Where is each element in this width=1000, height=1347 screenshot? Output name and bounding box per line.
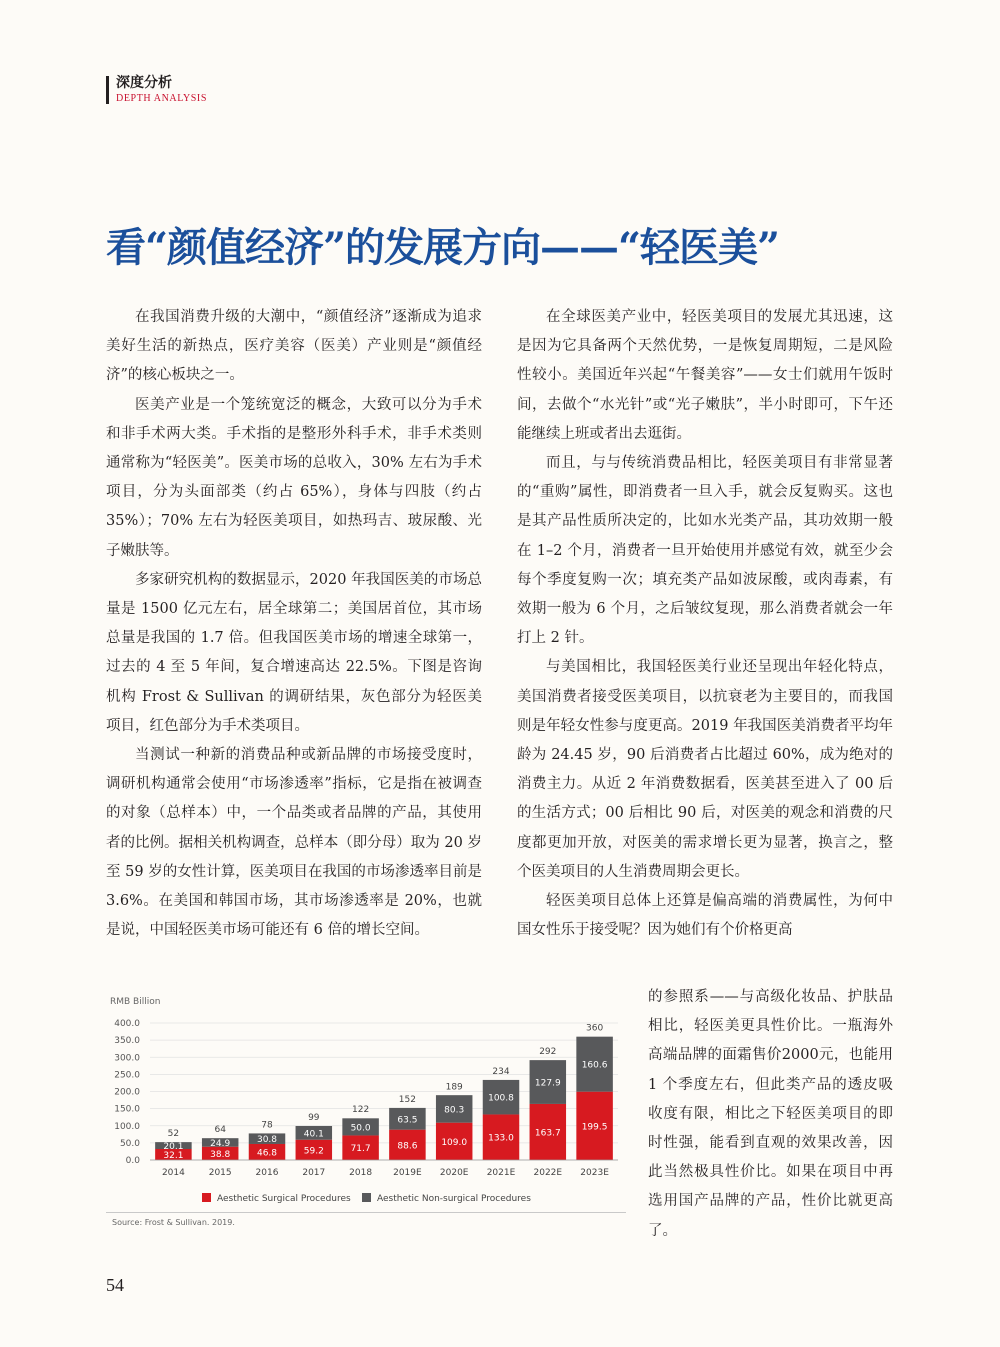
data-label: 133.0 [488, 1133, 514, 1144]
x-tick-label: 2019E [393, 1168, 422, 1178]
y-tick-label: 300.0 [114, 1053, 140, 1064]
y-tick-label: 250.0 [114, 1070, 140, 1081]
y-tick-label: 150.0 [114, 1104, 140, 1115]
data-label: 40.1 [303, 1129, 324, 1140]
data-label: 88.6 [397, 1141, 418, 1152]
chart-source: Source: Frost & Sullivan. 2019. [112, 1218, 235, 1227]
article-title: 看“颜值经济”的发展方向——“轻医美” [106, 224, 780, 271]
total-label: 234 [492, 1066, 510, 1077]
market-size-chart [106, 990, 626, 1222]
right-column [517, 303, 893, 945]
data-label: 80.3 [444, 1105, 465, 1116]
paragraph: 多家研究机构的数据显示，2020 年我国医美的市场总量是 1500 亿元左右，居全球第二；美国居首位，其市场总量是我国的 1.7 倍。但我国医美市场的增速全球第一，过去的 4 至 5 年间，复合增速高达 22.5%。下图是咨询机构 Frost & Sullivan 的调研结果，灰色部分为轻医美项目，红色部分为手术类项目。 [106, 571, 482, 734]
total-label: 152 [398, 1094, 416, 1105]
legend-swatch [202, 1193, 211, 1202]
data-label: 38.8 [210, 1149, 231, 1160]
legend-swatch [362, 1193, 371, 1202]
legend-label: Aesthetic Surgical Procedures [217, 1194, 351, 1204]
page-number: 54 [106, 1275, 124, 1295]
y-tick-label: 200.0 [114, 1087, 140, 1098]
section-label-en: DEPTH ANALYSIS [116, 93, 208, 104]
data-label: 100.8 [488, 1093, 514, 1104]
y-tick-label: 50.0 [119, 1138, 140, 1149]
data-label: 160.6 [581, 1060, 608, 1071]
x-tick-label: 2018 [349, 1168, 373, 1178]
total-label: 99 [308, 1113, 320, 1124]
data-label: 163.7 [534, 1128, 561, 1139]
paragraph: 轻医美项目总体上还算是偏高端的消费属性，为何中国女性乐于接受呢？因为她们有个价格更高 [517, 893, 893, 939]
section-tag [106, 76, 207, 104]
data-label: 63.5 [397, 1115, 418, 1126]
paragraph: 的参照系——与高级化妆品、护肤品相比，轻医美更具性价比。一瓶海外高端品牌的面霜售价2000元，也能用 1 个季度左右，但此类产品的透皮吸收度有限，相比之下轻医美项目的即时性强，能看到直观的效果改善，因此当然极具性价比。如果在项目中再选用国产品牌的产品，性价比就更高了。 [648, 989, 893, 1239]
section-label-cn: 深度分析 [116, 75, 172, 91]
y-tick-label: 350.0 [114, 1036, 140, 1047]
data-label: 71.7 [350, 1144, 371, 1155]
chart-divider [106, 1212, 626, 1213]
legend-label: Aesthetic Non-surgical Procedures [377, 1194, 531, 1204]
x-tick-label: 2020E [439, 1168, 469, 1178]
x-tick-label: 2022E [533, 1168, 563, 1178]
data-label: 199.5 [581, 1122, 608, 1133]
data-label: 109.0 [441, 1137, 468, 1148]
paragraph: 在我国消费升级的大潮中，“颜值经济”逐渐成为追求美好生活的新热点，医疗美容（医美）产业则是“颜值经济”的核心板块之一。 [106, 309, 482, 384]
data-label: 127.9 [534, 1078, 561, 1089]
total-label: 360 [586, 1023, 604, 1034]
paragraph: 与美国相比，我国轻医美行业还呈现出年轻化特点，美国消费者接受医美项目，以抗衰老为主要目的，而我国则是年轻女性参与度更高。2019 年我国医美消费者平均年龄为 24.45 岁，90 后消费者占比超过 60%，成为绝对的消费主力。从近 2 年消费数据看，医美甚至进入了 00 后的生活方式；00 后相比 90 后，对医美的观念和消费的尺度都更加开放，对医美的需求增长更为显著，换言之，整个医美项目的人生消费周期会更长。 [517, 659, 893, 880]
paragraph: 而且，与与传统消费品相比，轻医美项目有非常显著的“重购”属性，即消费者一旦入手，就会反复购买。这也是其产品性质所决定的，比如水光类产品，其功效期一般在 1–2 个月，消费者一旦开始使用并感觉有效，就至少会每个季度复购一次；填充类产品如波尿酸，或肉毒素，有效期一般为 6 个月，之后皱纹复现，那么消费者就会一年打上 2 针。 [517, 455, 893, 647]
x-tick-label: 2016 [255, 1168, 279, 1178]
total-label: 78 [261, 1120, 273, 1131]
data-label: 30.8 [256, 1135, 278, 1146]
total-label: 189 [445, 1082, 463, 1093]
data-label: 46.8 [256, 1148, 278, 1159]
data-label: 20.1 [163, 1142, 184, 1153]
stacked-bar-chart [106, 990, 626, 1212]
x-tick-label: 2015 [208, 1168, 232, 1178]
narrow-column [648, 983, 893, 1246]
y-tick-label: 100.0 [114, 1121, 140, 1132]
y-tick-label: 0.0 [125, 1156, 140, 1166]
total-label: 292 [539, 1046, 557, 1057]
paragraph: 当测试一种新的消费品种或新品牌的市场接受度时，调研机构通常会使用“市场渗透率”指标，它是指在被调查的对象（总样本）中，一个品类或者品牌的产品，其使用者的比例。据相关机构调查，总样本（即分母）取为 20 岁至 59 岁的女性计算，医美项目在我国的市场渗透率目前是 3.6%。在美国和韩国市场，其市场渗透率是 20%，也就是说，中国轻医美市场可能还有 6 倍的增长空间。 [106, 747, 482, 939]
y-axis-label: RMB Billion [110, 997, 161, 1007]
total-label: 64 [214, 1125, 226, 1136]
left-column [106, 303, 482, 945]
data-label: 24.9 [210, 1138, 231, 1149]
data-label: 59.2 [303, 1146, 324, 1157]
data-label: 32.1 [163, 1151, 184, 1162]
paragraph: 在全球医美产业中，轻医美项目的发展尤其迅速，这是因为它具备两个天然优势，一是恢复周期短，二是风险性较小。美国近年兴起“午餐美容”——女士们就用午饭时间，去做个“水光针”或“光子嫩肤”，半小时即可，下午还能继续上班或者出去逛街。 [517, 309, 893, 442]
paragraph: 医美产业是一个笼统宽泛的概念，大致可以分为手术和非手术两大类。手术指的是整形外科手术，非手术类则通常称为“轻医美”。医美市场的总收入，30% 左右为手术项目，分为头面部类（约占 65%），身体与四肢（约占 35%）；70% 左右为轻医美项目，如热玛吉、玻尿酸、光子嫩肤等。 [106, 396, 482, 559]
y-tick-label: 400.0 [114, 1019, 140, 1029]
data-label: 50.0 [350, 1123, 371, 1134]
x-tick-label: 2023E [580, 1168, 609, 1178]
x-tick-label: 2021E [486, 1168, 516, 1178]
x-tick-label: 2014 [161, 1168, 185, 1178]
x-tick-label: 2017 [302, 1168, 326, 1178]
total-label: 52 [167, 1129, 180, 1140]
total-label: 122 [352, 1105, 370, 1116]
